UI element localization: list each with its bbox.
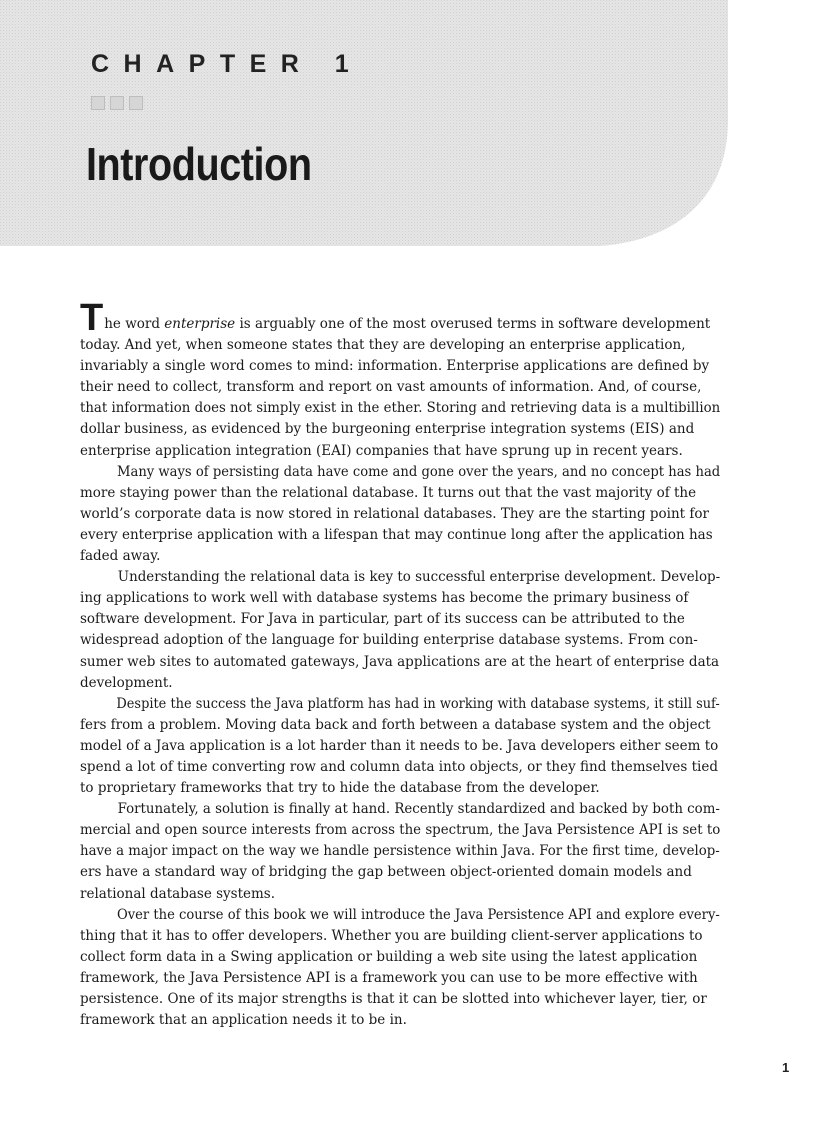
text-line: persistence. One of its major strengths is that it can be slotted into whichever layer, tier, or: [80, 991, 707, 1007]
chapter-header-band: [0, 0, 816, 250]
text-line: that information does not simply exist in the ether. Storing and retrieving data is a multibillion: [80, 400, 721, 417]
text-line: more staying power than the relational database. It turns out that the vast majority of the: [80, 484, 697, 501]
drop-cap: T: [80, 297, 104, 339]
text-line: Fortunately, a solution is finally at hand. Recently standardized and backed by both com-: [117, 801, 720, 818]
text-line: enterprise application integration (EAI) companies that have sprung up in recent years.: [80, 442, 683, 459]
text-line: to proprietary frameworks that try to hide the database from the developer.: [80, 780, 600, 797]
emphasized-term: enterprise: [164, 316, 236, 332]
paragraph: [80, 297, 721, 462]
chapter-label: CHAPTER 1: [91, 50, 364, 78]
text-line: mercial and open source interests from across the spectrum, the Java Persistence API is set to: [80, 822, 721, 839]
ornament-square: [110, 96, 124, 110]
text-line: Understanding the relational data is key to successful enterprise development. Develop-: [117, 569, 721, 586]
text-line: development.: [80, 674, 173, 691]
text-line: have a major impact on the way we handle persistence within Java. For the first time, develop-: [80, 843, 720, 860]
chapter-ornament: [91, 96, 148, 115]
paragraph: [80, 905, 720, 1032]
page-number: 1: [782, 1060, 790, 1075]
text-line: Despite the success the Java platform has had in working with database systems, it still suf-: [116, 695, 720, 712]
text-line: faded away.: [80, 548, 161, 565]
text-line: collect form data in a Swing application or building a web site using the latest application: [80, 948, 698, 965]
text-line: spend a lot of time converting row and column data into objects, or they find themselves tied: [80, 758, 718, 775]
ornament-square: [91, 96, 105, 110]
text-line: sumer web sites to automated gateways, Java applications are at the heart of enterprise data: [80, 653, 720, 670]
text-line: dollar business, as evidenced by the burgeoning enterprise integration systems (EIS) and: [80, 421, 695, 438]
text-line: model of a Java application is a lot harder than it needs to be. Java developers either seem to: [80, 737, 719, 754]
text-line: world’s corporate data is now stored in relational databases. They are the starting point for: [80, 505, 709, 522]
text-line: Over the course of this book we will introduce the Java Persistence API and explore every-: [116, 906, 720, 923]
text-line: thing that it has to offer developers. Whether you are building client-server applications to: [80, 927, 703, 944]
header-background-shape: [0, 0, 816, 250]
text-line: their need to collect, transform and report on vast amounts of information. And, of course,: [80, 379, 702, 396]
text-line: ers have a standard way of bridging the gap between object-oriented domain models and: [80, 864, 692, 881]
text-line: The word enterprise is arguably one of the most overused terms in software development: [80, 297, 711, 339]
text-line: fers from a problem. Moving data back and forth between a database system and the object: [80, 716, 711, 733]
text-line: framework, the Java Persistence API is a framework you can use to be more effective with: [80, 969, 698, 986]
text-line: software development. For Java in particular, part of its success can be attributed to the: [80, 611, 685, 628]
chapter-body: [80, 297, 721, 1031]
text-line: framework that an application needs it to be in.: [80, 1012, 407, 1029]
chapter-title: Introduction: [86, 138, 312, 190]
text-line: ing applications to work well with database systems has become the primary business of: [80, 590, 689, 607]
text-line: Many ways of persisting data have come and gone over the years, and no concept has had: [117, 463, 721, 480]
ornament-square: [129, 96, 143, 110]
text-line: every enterprise application with a lifespan that may continue long after the application has: [80, 526, 713, 543]
text-line: today. And yet, when someone states that they are developing an enterprise application,: [80, 337, 686, 354]
paragraph: [80, 799, 720, 904]
paragraph: [80, 567, 720, 694]
text-line: invariably a single word comes to mind: information. Enterprise applications are defined by: [80, 358, 710, 375]
text-line: widespread adoption of the language for building enterprise database systems. From con-: [80, 632, 698, 649]
paragraph: [80, 462, 720, 567]
text-line: relational database systems.: [80, 885, 276, 902]
paragraph: [80, 694, 720, 799]
